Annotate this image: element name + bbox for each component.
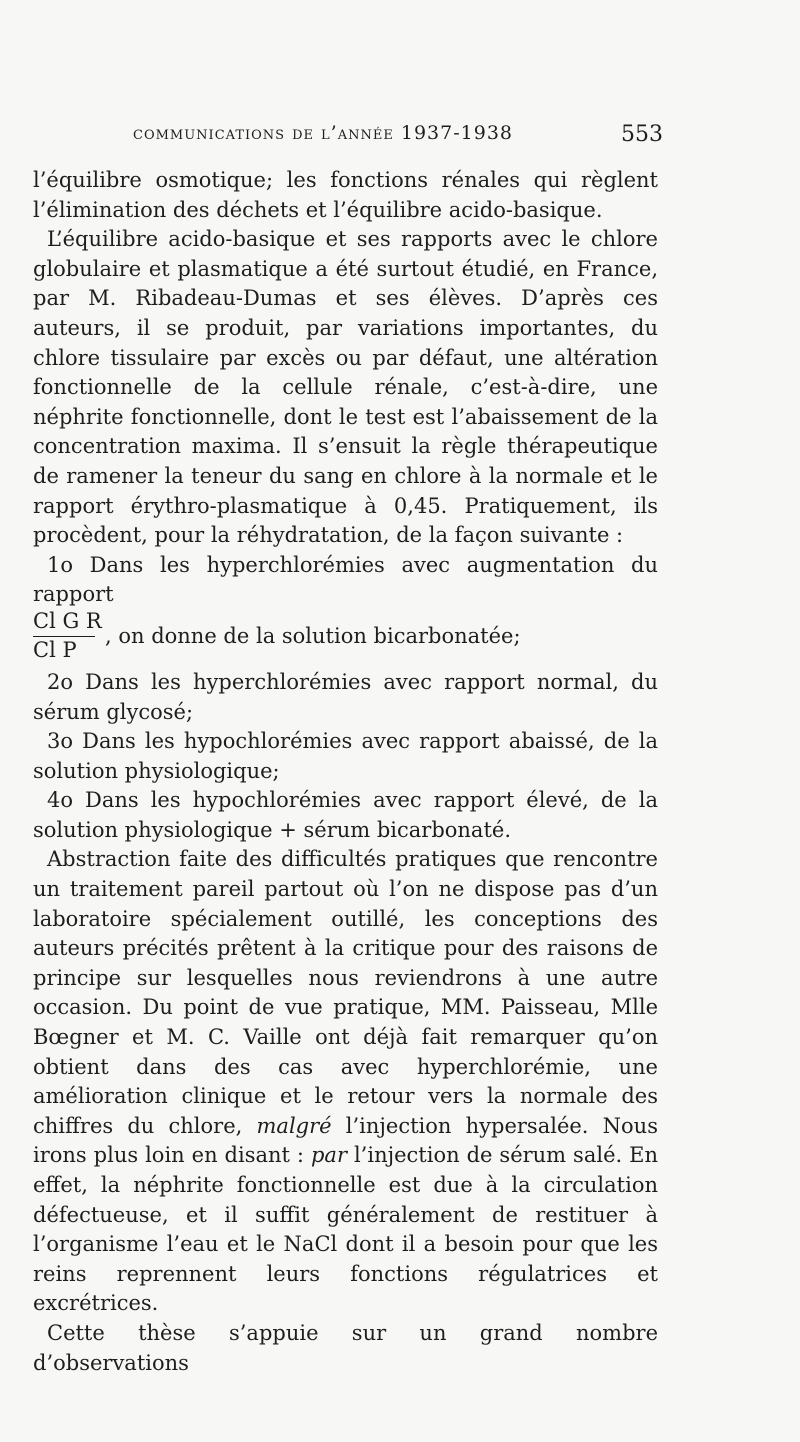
emphasis-par: par (310, 1143, 347, 1168)
paragraph-3-part-c: l’injection de sérum salé. En effet, la néphrite fonctionnelle est due à la circulation défectueuse, et il suffit généralement de restituer à l’organisme l’eau et le NaCl dont il a besoin pour que les reins reprennent leurs fonctions régulatrices et excrétrices. (33, 1143, 658, 1316)
list-item-2: 2o Dans les hyperchlorémies avec rapport normal, du sérum glycosé; (33, 669, 658, 724)
list-item-1: 1o Dans les hyperchlorémies avec augmentation du rapport (33, 552, 658, 607)
body-text (33, 166, 658, 1378)
list-item-3: 3o Dans les hypochlorémies avec rapport abaissé, de la solution physiologique; (33, 729, 658, 783)
fraction-numerator: Cl G R (33, 608, 102, 633)
ratio-formula (33, 610, 658, 668)
paragraph-3-part-a: Abstraction faite des difficultés pratiques que rencontre un traitement pareil partout où l’on ne dispose pas d’un laboratoire spécialement outillé, les conceptions des auteurs précités prêtent à la critique pour des raisons de principe sur lesquelles nous reviendrons à une autre occasion. Du point de vue pratique, MM. Paisseau, Mlle Bœgner et M. C. Vaille ont déjà fait remarquer qu’on obtient dans des cas avec hyperchlorémie, une amélioration clinique et le retour vers la normale des chiffres du chlore, (33, 847, 658, 1138)
list-item-1-continuation: , on donne de la solution bicarbonatée; (105, 623, 521, 648)
page-header (133, 122, 663, 154)
emphasis-malgre: malgré (256, 1113, 332, 1138)
paragraph-3-part-b: l’injection hypersalée. Nous irons plus loin en disant : (33, 1113, 658, 1168)
list-item-4: 4o Dans les hypochlorémies avec rapport élevé, de la solution physiologique + sérum bicarbonaté. (33, 788, 658, 842)
running-head: communications de l’année 1937-1938 (133, 122, 514, 144)
paragraph-1: l’équilibre osmotique; les fonctions rénales qui règlent l’élimination des déchets et l’équilibre acido-basique. (33, 168, 658, 222)
page-number: 553 (621, 122, 663, 147)
paragraph-2: L’équilibre acido-basique et ses rapports avec le chlore globulaire et plasmatique a été surtout étudié, en France, par M. Ribadeau-Dumas et ses élèves. D’après ces auteurs, il se produit, par variations importantes, du chlore tissulaire par excès ou par défaut, une altération fonctionnelle de la cellule rénale, c’est-à-dire, une néphrite fonctionnelle, dont le test est l’abaissement de la concentration maxima. Il s’ensuit la règle thérapeutique de ramener la teneur du sang en chlore à la normale et le rapport érythro-plasmatique à 0,45. Pratiquement, ils procèdent, pour la réhydratation, de la façon suivante : (33, 227, 658, 548)
fraction-denominator: Cl P (33, 637, 77, 662)
paragraph-4: Cette thèse s’appuie sur un grand nombre d’observations (33, 1320, 658, 1375)
paragraph-3 (33, 845, 658, 1319)
